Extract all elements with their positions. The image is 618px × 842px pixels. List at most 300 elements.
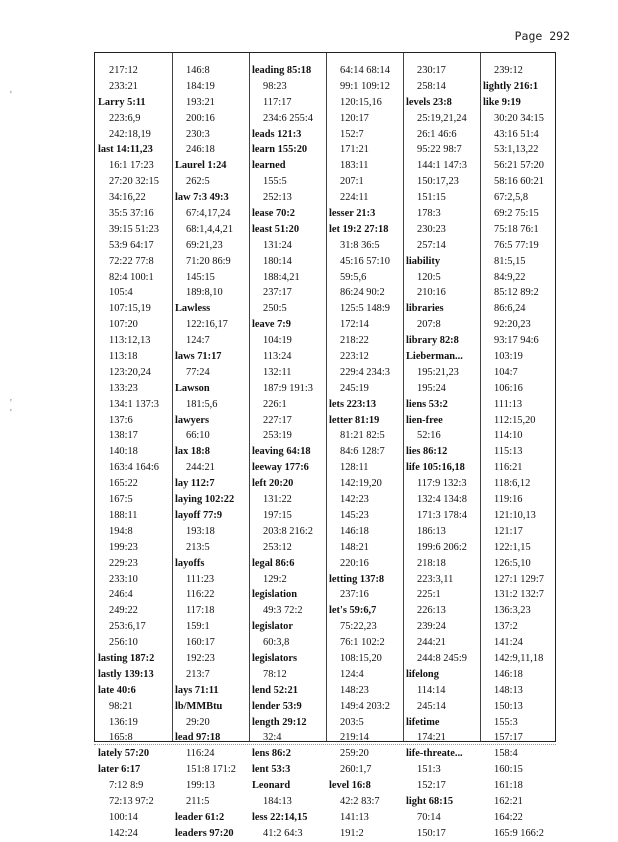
index-locator: 81:5,15 <box>494 255 526 267</box>
index-locator: 162:21 <box>494 795 523 807</box>
index-locator: 184:13 <box>263 795 292 807</box>
index-locator: 181:5,6 <box>186 398 218 410</box>
index-locator: 114:14 <box>417 684 446 696</box>
index-term: levels 23:8 <box>406 96 452 108</box>
page-number: Page 292 <box>514 29 570 43</box>
index-locator: 85:12 89:2 <box>494 287 539 299</box>
index-locator: 84:6 128:7 <box>340 446 385 458</box>
index-locator: 108:15,20 <box>340 652 382 664</box>
index-locator: 155:3 <box>494 716 518 728</box>
index-locator: 117:9 132:3 <box>417 478 467 490</box>
index-locator: 207:8 <box>417 319 441 331</box>
index-locator: 233:10 <box>109 573 138 585</box>
index-term: letting 137:8 <box>329 573 385 585</box>
index-locator: 129:2 <box>263 573 287 585</box>
index-locator: 223:12 <box>340 351 369 363</box>
index-locator: 16:1 17:23 <box>109 160 154 172</box>
index-term: learned <box>252 160 286 172</box>
index-locator: 165:22 <box>109 478 138 490</box>
index-locator: 249:22 <box>109 605 138 617</box>
index-term: leaders 97:20 <box>175 827 234 839</box>
index-locator: 128:11 <box>340 462 369 474</box>
index-locator: 165:8 <box>109 732 133 744</box>
index-locator: 151:15 <box>417 192 446 204</box>
index-term: legislators <box>252 652 298 664</box>
index-locator: 229:4 234:3 <box>340 366 390 378</box>
index-column <box>174 63 251 842</box>
index-term: let's 59:6,7 <box>329 605 377 617</box>
index-locator: 104:7 <box>494 366 518 378</box>
index-locator: 226:1 <box>263 398 287 410</box>
index-locator: 253:19 <box>263 430 292 442</box>
index-locator: 32:4 <box>263 732 282 744</box>
index-locator: 180:14 <box>263 255 292 267</box>
index-locator: 117:18 <box>186 605 215 617</box>
index-locator: 195:21,23 <box>417 366 459 378</box>
index-term: lifetime <box>406 716 440 728</box>
index-locator: 210:16 <box>417 287 446 299</box>
index-locator: 92:20,23 <box>494 319 531 331</box>
index-locator: 220:16 <box>340 557 369 569</box>
index-locator: 148:21 <box>340 541 369 553</box>
index-locator: 172:14 <box>340 319 369 331</box>
index-locator: 113:24 <box>263 351 292 363</box>
index-term: Laurel 1:24 <box>175 160 227 172</box>
index-locator: 155:5 <box>263 176 287 188</box>
index-term: layoff 77:9 <box>175 509 223 521</box>
index-locator: 67:2,5,8 <box>494 192 529 204</box>
index-term: law 7:3 49:3 <box>175 192 229 204</box>
index-locator: 146:18 <box>494 668 523 680</box>
index-locator: 120:15,16 <box>340 96 382 108</box>
index-locator: 66:10 <box>186 430 210 442</box>
index-term: lend 52:21 <box>252 684 298 696</box>
index-locator: 107:15,19 <box>109 303 151 315</box>
index-term: lesser 21:3 <box>329 208 376 220</box>
index-term: learn 155:20 <box>252 144 308 156</box>
index-locator: 150:17,23 <box>417 176 459 188</box>
index-locator: 203:5 <box>340 716 364 728</box>
index-term: lb/MMBtu <box>175 700 223 712</box>
index-locator: 133:23 <box>109 382 138 394</box>
index-locator: 140:18 <box>109 446 138 458</box>
index-locator: 81:21 82:5 <box>340 430 385 442</box>
index-locator: 78:12 <box>263 668 287 680</box>
index-locator: 41:2 64:3 <box>263 827 303 839</box>
index-term: letter 81:19 <box>329 414 380 426</box>
index-locator: 165:9 166:2 <box>494 827 544 839</box>
index-locator: 257:14 <box>417 239 446 251</box>
index-term: last 14:11,23 <box>98 144 153 156</box>
index-locator: 253:12 <box>263 541 292 553</box>
index-locator: 34:16,22 <box>109 192 146 204</box>
index-locator: 230:3 <box>186 128 210 140</box>
index-term: lays 71:11 <box>175 684 219 696</box>
index-locator: 150:17 <box>417 827 446 839</box>
index-locator: 76:1 102:2 <box>340 637 385 649</box>
index-locator: 60:3,8 <box>263 637 290 649</box>
index-locator: 160:17 <box>186 637 215 649</box>
index-locator: 187:9 191:3 <box>263 382 313 394</box>
index-locator: 152:7 <box>340 128 364 140</box>
index-locator: 163:4 164:6 <box>109 462 159 474</box>
index-locator: 226:13 <box>417 605 446 617</box>
index-locator: 136:19 <box>109 716 138 728</box>
margin-mark: ' <box>10 408 12 419</box>
index-locator: 188:4,21 <box>263 271 300 283</box>
index-locator: 126:5,10 <box>494 557 531 569</box>
index-term: life 105:16,18 <box>406 462 465 474</box>
index-locator: 127:1 129:7 <box>494 573 544 585</box>
index-term: lifelong <box>406 668 439 680</box>
index-locator: 27:20 32:15 <box>109 176 159 188</box>
index-locator: 164:22 <box>494 811 523 823</box>
index-locator: 69:21,23 <box>186 239 223 251</box>
column-divider <box>326 53 327 741</box>
index-locator: 136:3,23 <box>494 605 531 617</box>
index-locator: 43:16 51:4 <box>494 128 539 140</box>
index-locator: 95:22 98:7 <box>417 144 462 156</box>
index-locator: 26:1 46:6 <box>417 128 457 140</box>
index-locator: 52:16 <box>417 430 441 442</box>
index-locator: 230:17 <box>417 65 446 76</box>
index-locator: 178:3 <box>417 208 441 220</box>
index-term: Leonard <box>252 780 291 792</box>
index-term: legislator <box>252 621 293 633</box>
index-term: leaving 64:18 <box>252 446 311 458</box>
index-locator: 84:9,22 <box>494 271 526 283</box>
index-locator: 260:1,7 <box>340 764 372 776</box>
index-column <box>482 63 559 842</box>
index-term: lease 70:2 <box>252 208 295 220</box>
index-locator: 75:22,23 <box>340 621 377 633</box>
index-term: lets 223:13 <box>329 398 377 410</box>
index-locator: 239:24 <box>417 621 446 633</box>
index-locator: 233:21 <box>109 80 138 92</box>
column-divider <box>403 53 404 741</box>
index-locator: 72:22 77:8 <box>109 255 154 267</box>
index-locator: 252:13 <box>263 192 292 204</box>
index-locator: 183:11 <box>340 160 369 172</box>
index-locator: 137:6 <box>109 414 133 426</box>
index-locator: 189:8,10 <box>186 287 223 299</box>
column-divider <box>480 53 481 741</box>
index-column <box>97 63 174 842</box>
index-locator: 195:24 <box>417 382 446 394</box>
index-locator: 124:4 <box>340 668 364 680</box>
index-locator: 207:1 <box>340 176 364 188</box>
index-locator: 197:15 <box>263 509 292 521</box>
index-locator: 107:20 <box>109 319 138 331</box>
index-term: leader 61:2 <box>175 811 225 823</box>
index-locator: 120:5 <box>417 271 441 283</box>
index-locator: 67:4,17,24 <box>186 208 231 220</box>
index-locator: 93:17 94:6 <box>494 335 539 347</box>
index-locator: 213:5 <box>186 541 210 553</box>
index-term: laying 102:22 <box>175 494 235 506</box>
index-term: less 22:14,15 <box>252 811 308 823</box>
index-locator: 171:21 <box>340 144 369 156</box>
index-term: layoffs <box>175 557 205 569</box>
index-column <box>328 63 405 842</box>
index-locator: 184:19 <box>186 80 215 92</box>
index-locator: 230:23 <box>417 223 446 235</box>
index-locator: 237:17 <box>263 287 292 299</box>
index-locator: 100:14 <box>109 811 138 823</box>
index-locator: 53:9 64:17 <box>109 239 154 251</box>
index-term: later 6:17 <box>98 764 141 776</box>
index-locator: 122:16,17 <box>186 319 228 331</box>
index-term: lien-free <box>406 414 443 426</box>
index-term: legislation <box>252 589 298 601</box>
index-locator: 161:18 <box>494 780 523 792</box>
index-locator: 200:16 <box>186 112 215 124</box>
index-term: legal 86:6 <box>252 557 295 569</box>
index-locator: 114:10 <box>494 430 523 442</box>
index-locator: 145:15 <box>186 271 215 283</box>
index-locator: 146:8 <box>186 65 210 76</box>
index-locator: 99:1 109:12 <box>340 80 390 92</box>
index-locator: 188:11 <box>109 509 138 521</box>
index-locator: 213:7 <box>186 668 210 680</box>
index-term: Larry 5:11 <box>98 96 146 108</box>
index-term: leading 85:18 <box>252 65 312 76</box>
index-locator: 69:2 75:15 <box>494 208 539 220</box>
index-locator: 122:1,15 <box>494 541 531 553</box>
index-term: least 51:20 <box>252 223 300 235</box>
index-locator: 258:14 <box>417 80 446 92</box>
index-term: lasting 187:2 <box>98 652 155 664</box>
index-column <box>251 63 328 842</box>
index-locator: 131:24 <box>263 239 292 251</box>
index-term: lastly 139:13 <box>98 668 154 680</box>
index-term: light 68:15 <box>406 795 454 807</box>
index-term: lay 112:7 <box>175 478 215 490</box>
index-table <box>94 52 556 839</box>
index-locator: 239:12 <box>494 65 523 76</box>
index-locator: 86:6,24 <box>494 303 526 315</box>
index-locator: 259:20 <box>340 748 369 760</box>
index-locator: 75:18 76:1 <box>494 223 539 235</box>
index-locator: 167:5 <box>109 494 133 506</box>
index-locator: 148:23 <box>340 684 369 696</box>
index-locator: 132:4 134:8 <box>417 494 467 506</box>
index-locator: 160:15 <box>494 764 523 776</box>
index-locator: 151:8 171:2 <box>186 764 236 776</box>
index-locator: 223:6,9 <box>109 112 141 124</box>
index-locator: 157:17 <box>494 732 523 744</box>
index-locator: 253:6,17 <box>109 621 146 633</box>
index-locator: 124:7 <box>186 335 210 347</box>
index-term: laws 71:17 <box>175 351 222 363</box>
index-locator: 144:1 147:3 <box>417 160 467 172</box>
index-locator: 49:3 72:2 <box>263 605 303 617</box>
index-term: leeway 177:6 <box>252 462 309 474</box>
index-locator: 250:5 <box>263 303 287 315</box>
index-locator: 199:6 206:2 <box>417 541 467 553</box>
column-divider <box>249 53 250 741</box>
index-locator: 35:5 37:16 <box>109 208 154 220</box>
index-term: let 19:2 27:18 <box>329 223 389 235</box>
index-locator: 98:23 <box>263 80 287 92</box>
index-locator: 116:24 <box>186 748 215 760</box>
index-locator: 111:13 <box>494 398 523 410</box>
index-term: like 9:19 <box>483 96 521 108</box>
index-locator: 116:21 <box>494 462 523 474</box>
index-locator: 244:21 <box>186 462 215 474</box>
index-locator: 174:21 <box>417 732 446 744</box>
index-locator: 142:23 <box>340 494 369 506</box>
index-locator: 106:16 <box>494 382 523 394</box>
index-locator: 148:13 <box>494 684 523 696</box>
index-locator: 118:6,12 <box>494 478 531 490</box>
index-locator: 115:13 <box>494 446 523 458</box>
index-locator: 45:16 57:10 <box>340 255 390 267</box>
index-locator: 256:10 <box>109 637 138 649</box>
index-locator: 159:1 <box>186 621 210 633</box>
column-divider <box>172 53 173 741</box>
index-locator: 219:14 <box>340 732 369 744</box>
index-locator: 72:13 97:2 <box>109 795 154 807</box>
index-term: late 40:6 <box>98 684 136 696</box>
index-locator: 142:19,20 <box>340 478 382 490</box>
index-locator: 77:24 <box>186 366 210 378</box>
index-term: left 20:20 <box>252 478 294 490</box>
index-term: Lieberman... <box>406 351 463 363</box>
index-locator: 262:5 <box>186 176 210 188</box>
index-locator: 141:13 <box>340 811 369 823</box>
index-locator: 217:12 <box>109 65 138 76</box>
index-term: lent 53:3 <box>252 764 291 776</box>
index-locator: 105:4 <box>109 287 133 299</box>
index-locator: 158:4 <box>494 748 518 760</box>
index-locator: 117:17 <box>263 96 292 108</box>
index-locator: 227:17 <box>263 414 292 426</box>
index-locator: 171:3 178:4 <box>417 509 467 521</box>
index-term: lawyers <box>175 414 210 426</box>
index-locator: 244:21 <box>417 637 446 649</box>
index-term: lately 57:20 <box>98 748 150 760</box>
index-locator: 199:13 <box>186 780 215 792</box>
index-locator: 225:1 <box>417 589 441 601</box>
index-locator: 193:18 <box>186 525 215 537</box>
index-locator: 152:17 <box>417 780 446 792</box>
index-term: liens 53:2 <box>406 398 448 410</box>
index-locator: 142:9,11,18 <box>494 652 544 664</box>
index-locator: 56:21 57:20 <box>494 160 544 172</box>
index-locator: 121:17 <box>494 525 523 537</box>
index-term: libraries <box>406 303 444 315</box>
index-locator: 218:18 <box>417 557 446 569</box>
index-locator: 242:18,19 <box>109 128 151 140</box>
index-locator: 142:24 <box>109 827 138 839</box>
index-locator: 30:20 34:15 <box>494 112 544 124</box>
index-locator: 193:21 <box>186 96 215 108</box>
index-term: Lawson <box>175 382 210 394</box>
index-locator: 141:24 <box>494 637 523 649</box>
index-locator: 86:24 90:2 <box>340 287 385 299</box>
index-locator: 7:12 8:9 <box>109 780 144 792</box>
index-locator: 98:21 <box>109 700 133 712</box>
index-locator: 246:18 <box>186 144 215 156</box>
index-locator: 39:15 51:23 <box>109 223 159 235</box>
index-locator: 224:11 <box>340 192 369 204</box>
index-locator: 58:16 60:21 <box>494 176 544 188</box>
index-locator: 64:14 68:14 <box>340 65 390 76</box>
index-locator: 137:2 <box>494 621 518 633</box>
index-locator: 211:5 <box>186 795 210 807</box>
index-term: lens 86:2 <box>252 748 291 760</box>
index-locator: 125:5 148:9 <box>340 303 390 315</box>
index-term: lead 97:18 <box>175 732 221 744</box>
index-locator: 42:2 83:7 <box>340 795 380 807</box>
index-column <box>405 63 482 842</box>
index-locator: 112:15,20 <box>494 414 536 426</box>
index-term: lies 86:12 <box>406 446 448 458</box>
index-locator: 229:23 <box>109 557 138 569</box>
index-term: leave 7:9 <box>252 319 291 331</box>
index-locator: 145:23 <box>340 509 369 521</box>
bottom-rule <box>94 744 556 745</box>
index-locator: 186:13 <box>417 525 446 537</box>
index-locator: 71:20 86:9 <box>186 255 231 267</box>
index-term: Lawless <box>175 303 211 315</box>
index-locator: 191:2 <box>340 827 364 839</box>
index-locator: 151:3 <box>417 764 441 776</box>
index-locator: 245:14 <box>417 700 446 712</box>
index-locator: 103:19 <box>494 351 523 363</box>
index-locator: 111:23 <box>186 573 215 585</box>
index-locator: 199:23 <box>109 541 138 553</box>
index-term: lightly 216:1 <box>483 80 539 92</box>
index-term: lender 53:9 <box>252 700 302 712</box>
index-locator: 203:8 216:2 <box>263 525 313 537</box>
index-locator: 146:18 <box>340 525 369 537</box>
index-locator: 121:10,13 <box>494 509 536 521</box>
index-locator: 76:5 77:19 <box>494 239 539 251</box>
index-locator: 150:13 <box>494 700 523 712</box>
margin-mark: ' <box>10 398 12 409</box>
margin-mark: ' <box>10 90 12 101</box>
index-locator: 120:17 <box>340 112 369 124</box>
index-locator: 237:16 <box>340 589 369 601</box>
index-locator: 116:22 <box>186 589 215 601</box>
index-locator: 138:17 <box>109 430 138 442</box>
index-locator: 25:19,21,24 <box>417 112 467 124</box>
index-locator: 104:19 <box>263 335 292 347</box>
index-locator: 70:14 <box>417 811 441 823</box>
index-locator: 59:5,6 <box>340 271 367 283</box>
index-locator: 245:19 <box>340 382 369 394</box>
index-term: liability <box>406 255 441 267</box>
index-locator: 123:20,24 <box>109 366 151 378</box>
index-locator: 234:6 255:4 <box>263 112 313 124</box>
index-locator: 194:8 <box>109 525 133 537</box>
index-locator: 218:22 <box>340 335 369 347</box>
index-locator: 149:4 203:2 <box>340 700 390 712</box>
index-locator: 192:23 <box>186 652 215 664</box>
index-locator: 113:12,13 <box>109 335 151 347</box>
index-locator: 131:22 <box>263 494 292 506</box>
index-locator: 53:1,13,22 <box>494 144 539 156</box>
index-locator: 246:4 <box>109 589 133 601</box>
index-term: level 16:8 <box>329 780 371 792</box>
index-locator: 223:3,11 <box>417 573 454 585</box>
index-term: life-threate... <box>406 748 463 760</box>
index-term: leads 121:3 <box>252 128 302 140</box>
index-term: length 29:12 <box>252 716 307 728</box>
index-locator: 29:20 <box>186 716 210 728</box>
